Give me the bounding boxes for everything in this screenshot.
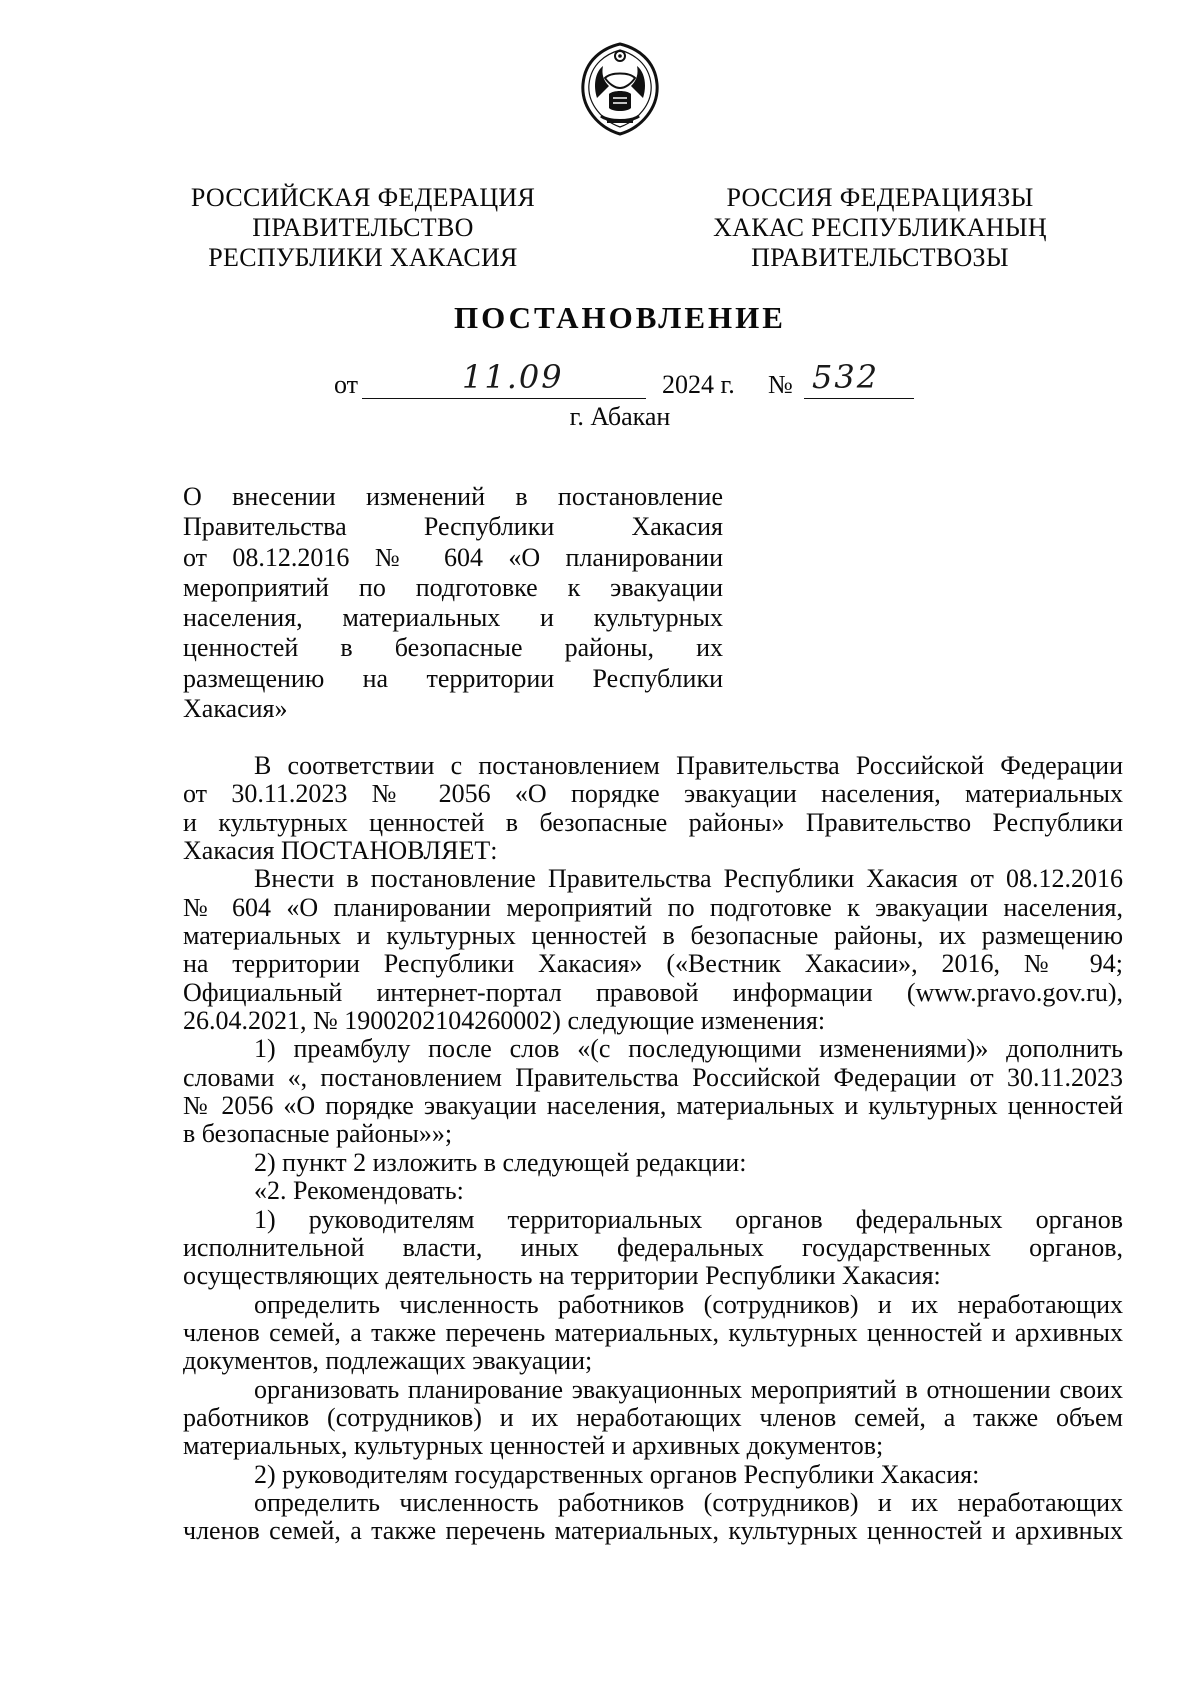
body-line: материальных и культурных ценностей в безопасные районы, их размещению <box>183 922 1123 951</box>
coat-of-arms-emblem <box>575 38 665 138</box>
body-line: Внести в постановление Правительства Республики Хакасия от 08.12.2016 <box>254 865 1123 894</box>
body-line: словами «, постановлением Правительства Российской Федерации от 30.11.2023 <box>183 1063 1123 1092</box>
body-line: осуществляющих деятельность на территории Республики Хакасия: <box>183 1262 941 1291</box>
body-line: документов, подлежащих эвакуации; <box>183 1347 593 1376</box>
header-right-line: ХАКАС РЕСПУБЛИКАНЫҢ <box>713 213 1047 242</box>
body-line: материальных, культурных ценностей и архивных документов; <box>183 1432 884 1461</box>
body-line: работников (сотрудников) и их неработающих членов семей, а также объем <box>183 1403 1123 1432</box>
document-subject <box>183 482 723 724</box>
body-line: и культурных ценностей в безопасные районы» Правительство Республики <box>183 808 1123 837</box>
header-left <box>183 183 543 273</box>
header-left-line: РЕСПУБЛИКИ ХАКАСИЯ <box>208 243 518 272</box>
subject-line: населения, материальных и культурных <box>183 603 723 633</box>
date-handwritten: 11.09 <box>462 358 564 396</box>
body-line: организовать планирование эвакуационных мероприятий в отношении своих <box>254 1375 1123 1404</box>
number-label: № <box>768 370 793 399</box>
number-handwritten: 532 <box>812 358 880 396</box>
document-body <box>183 752 1123 1546</box>
body-line: определить численность работников (сотрудников) и их неработающих <box>254 1290 1123 1319</box>
body-line: членов семей, а также перечень материальных, культурных ценностей и архивных <box>183 1517 1123 1546</box>
subject-line: Хакасия» <box>183 694 288 724</box>
body-line: на территории Республики Хакасия» («Вестник Хакасии», 2016, № 94; <box>183 950 1123 979</box>
header-right-line: ПРАВИТЕЛЬСТВОЗЫ <box>751 243 1009 272</box>
date-year: 2024 г. <box>662 370 735 399</box>
header-right <box>700 183 1060 273</box>
city-name: г. Абакан <box>569 402 671 431</box>
subject-line: мероприятий по подготовке к эвакуации <box>183 572 723 602</box>
subject-line: от 08.12.2016 № 604 «О планировании <box>183 542 723 572</box>
body-line: Хакасия ПОСТАНОВЛЯЕТ: <box>183 837 498 866</box>
body-line: определить численность работников (сотрудников) и их неработающих <box>254 1488 1123 1517</box>
body-line: Официальный интернет-портал правовой информации (www.pravo.gov.ru), <box>183 978 1123 1007</box>
body-line: 1) преамбулу после слов «(с последующими изменениями)» дополнить <box>254 1035 1123 1064</box>
subject-line: О внесении изменений в постановление <box>183 482 723 511</box>
body-line: В соответствии с постановлением Правительства Российской Федерации <box>254 752 1123 780</box>
body-line: «2. Рекомендовать: <box>254 1177 464 1206</box>
body-line: исполнительной власти, иных федеральных государственных органов, <box>183 1233 1123 1262</box>
header-left-line: РОССИЙСКАЯ ФЕДЕРАЦИЯ <box>190 183 536 212</box>
body-line: от 30.11.2023 № 2056 «О порядке эвакуации населения, материальных <box>183 780 1123 809</box>
body-line: 2) пункт 2 изложить в следующей редакции: <box>254 1148 747 1177</box>
document-title: ПОСТАНОВЛЕНИЕ <box>454 300 786 335</box>
body-line: в безопасные районы»»; <box>183 1120 453 1149</box>
body-line: № 2056 «О порядке эвакуации населения, материальных и культурных ценностей <box>183 1092 1123 1121</box>
date-prefix: от <box>334 370 359 399</box>
body-line: № 604 «О планировании мероприятий по подготовке к эвакуации населения, <box>183 893 1123 922</box>
header-right-line: РОССИЯ ФЕДЕРАЦИЯЗЫ <box>726 183 1034 212</box>
subject-line: размещению на территории Республики <box>183 663 723 693</box>
header-left-line: ПРАВИТЕЛЬСТВО <box>252 213 474 242</box>
subject-line: ценностей в безопасные районы, их <box>183 633 723 663</box>
body-line: 2) руководителям государственных органов Республики Хакасия: <box>254 1460 980 1489</box>
body-line: 26.04.2021, № 1900202104260002) следующие изменения: <box>183 1007 826 1036</box>
body-line: членов семей, а также перечень материальных, культурных ценностей и архивных <box>183 1318 1123 1347</box>
subject-line: Правительства Республики Хакасия <box>183 512 723 542</box>
body-line: 1) руководителям территориальных органов федеральных органов <box>254 1205 1123 1234</box>
